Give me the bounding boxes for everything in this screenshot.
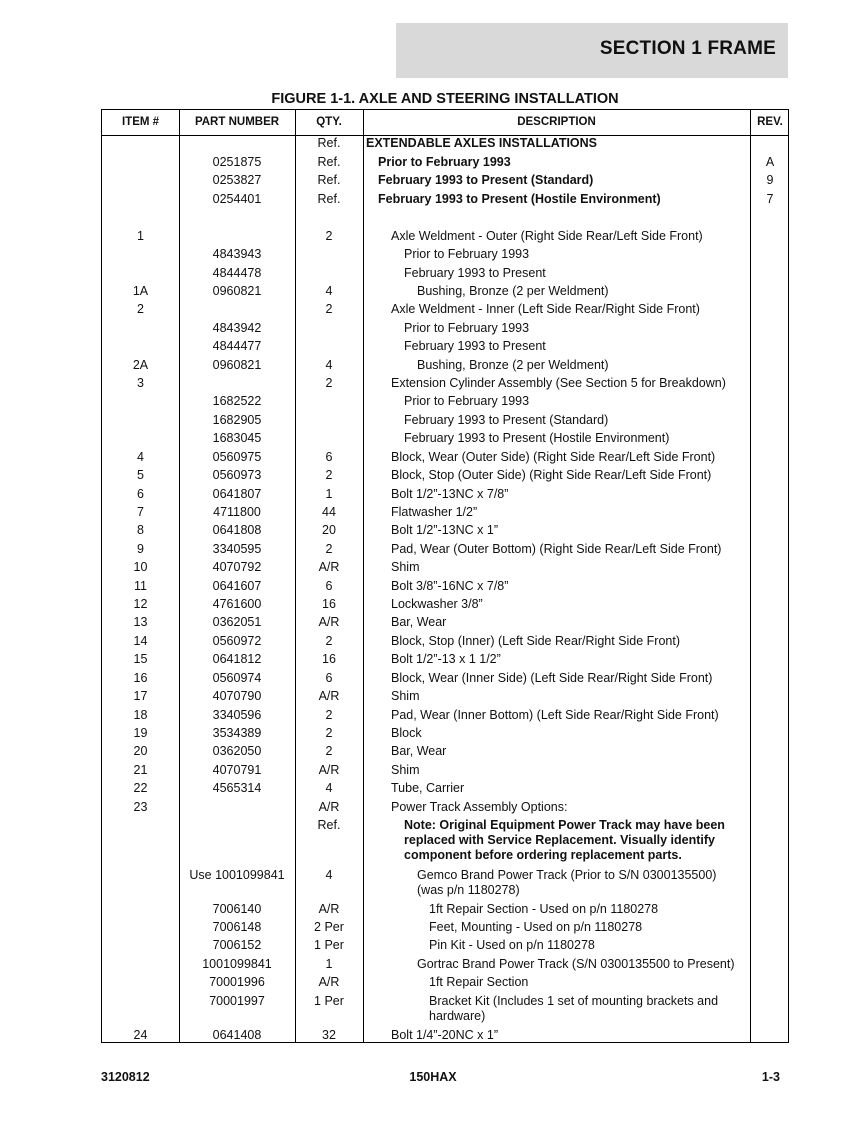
row-quantity: A/R [318, 800, 340, 814]
model-name: 150HAX [409, 1070, 457, 1084]
row-part-number: 0641807 [212, 487, 262, 501]
row-description: February 1993 to Present (Hostile Environment) [404, 431, 670, 445]
row-quantity: 1 [325, 487, 333, 501]
row-part-number: 1682522 [212, 394, 262, 408]
row-item-number: 16 [133, 671, 148, 685]
row-item-number: 19 [133, 726, 148, 740]
row-part-number: 0560972 [212, 634, 262, 648]
row-item-number: 21 [133, 763, 148, 777]
row-item-number: 22 [133, 781, 148, 795]
row-item-number: 4 [137, 450, 144, 464]
row-description: Bolt 1/4”-20NC x 1” [391, 1028, 498, 1042]
row-item-number: 10 [133, 560, 148, 574]
row-description: Pad, Wear (Outer Bottom) (Right Side Rear/Left Side Front) [391, 542, 722, 556]
section-title: SECTION 1 FRAME [599, 38, 776, 59]
row-quantity: 16 [322, 652, 336, 666]
row-part-number: 4844478 [212, 266, 262, 280]
row-description: Extension Cylinder Assembly (See Section 5 for Breakdown) [391, 376, 726, 390]
row-quantity: 6 [325, 450, 333, 464]
row-quantity: A/R [318, 763, 340, 777]
parts-table [101, 109, 789, 1043]
row-item-number: 18 [133, 708, 148, 722]
row-part-number: 0641607 [212, 579, 262, 593]
row-description: Pad, Wear (Inner Bottom) (Left Side Rear/Right Side Front) [391, 708, 719, 722]
row-part-number: 4843943 [212, 247, 262, 261]
section-banner [396, 23, 788, 78]
column-header-description: DESCRIPTION [517, 116, 596, 128]
row-description: 1ft Repair Section - Used on p/n 1180278 [429, 902, 659, 916]
row-part-number: 1682905 [212, 413, 262, 427]
row-description: Block [391, 726, 422, 740]
page-number: 1-3 [761, 1070, 780, 1084]
row-part-number: 7006140 [212, 902, 262, 916]
row-quantity: Ref. [317, 192, 341, 206]
row-description: Bolt 3/8”-16NC x 7/8” [391, 579, 509, 593]
row-description: Prior to February 1993 [378, 155, 511, 169]
row-description: Prior to February 1993 [404, 394, 530, 408]
row-description: Block, Stop (Outer Side) (Right Side Rear/Left Side Front) [391, 468, 712, 482]
row-part-number: 4070790 [212, 689, 262, 703]
row-quantity: 6 [325, 579, 333, 593]
column-header-part-number: PART NUMBER [194, 116, 280, 128]
row-quantity: 2 [325, 542, 333, 556]
doc-number: 3120812 [101, 1070, 150, 1084]
row-quantity: 16 [322, 597, 336, 611]
row-description: February 1993 to Present (Hostile Environment) [378, 192, 661, 206]
row-item-number: 15 [133, 652, 148, 666]
row-item-number: 1A [132, 284, 149, 298]
row-part-number: 0251875 [212, 155, 262, 169]
row-description: Gemco Brand Power Track (Prior to S/N 0300135500) (was p/n 1180278) [417, 868, 717, 897]
row-item-number: 2 [137, 302, 144, 316]
row-quantity: A/R [318, 689, 340, 703]
row-description: Block, Wear (Inner Side) (Left Side Rear/Right Side Front) [391, 671, 713, 685]
row-item-number: 1 [137, 229, 144, 243]
row-item-number: 24 [133, 1028, 148, 1042]
row-part-number: 3340596 [212, 708, 262, 722]
row-item-number: 7 [137, 505, 144, 519]
row-description: Bolt 1/2”-13NC x 7/8” [391, 487, 509, 501]
row-part-number: 4711800 [213, 505, 261, 519]
row-part-number: 0560973 [212, 468, 262, 482]
row-description: Block, Wear (Outer Side) (Right Side Rear/Left Side Front) [391, 450, 716, 464]
row-quantity: 1 Per [314, 938, 344, 952]
row-description: Bracket Kit (Includes 1 set of mounting brackets and hardware) [429, 994, 719, 1023]
row-description: Tube, Carrier [391, 781, 465, 795]
row-quantity: 1 [325, 957, 333, 971]
row-item-number: 3 [137, 376, 144, 390]
row-quantity: A/R [318, 560, 340, 574]
row-part-number: 3534389 [212, 726, 262, 740]
row-description: Lockwasher 3/8” [391, 597, 483, 611]
row-quantity: A/R [318, 902, 340, 916]
row-item-number: 13 [133, 615, 148, 629]
row-description: Gortrac Brand Power Track (S/N 0300135500 to Present) [417, 957, 735, 971]
row-description: Axle Weldment - Outer (Right Side Rear/Left Side Front) [391, 229, 703, 243]
row-revision: 7 [766, 192, 774, 206]
row-quantity: 2 Per [314, 920, 344, 934]
row-part-number: 4070791 [212, 763, 262, 777]
row-description: Bolt 1/2”-13 x 1 1/2” [391, 652, 501, 666]
column-header-qty: QTY. [316, 116, 342, 128]
row-description: Axle Weldment - Inner (Left Side Rear/Right Side Front) [391, 302, 700, 316]
row-description: Pin Kit - Used on p/n 1180278 [429, 938, 595, 952]
row-part-number: 4761600 [212, 597, 262, 611]
row-quantity: 4 [325, 868, 333, 882]
row-description: Note: Original Equipment Power Track may have been replaced with Service Replacement. Visually identify component before ordering replacement parts. [404, 818, 725, 862]
row-description: February 1993 to Present [404, 266, 546, 280]
row-item-number: 9 [137, 542, 144, 556]
row-item-number: 20 [133, 744, 148, 758]
row-quantity: 4 [325, 358, 333, 372]
row-description: February 1993 to Present (Standard) [404, 413, 609, 427]
row-description: Bar, Wear [391, 744, 447, 758]
column-divider [363, 110, 364, 1042]
row-item-number: 5 [137, 468, 144, 482]
row-item-number: 6 [137, 487, 144, 501]
row-part-number: 0960821 [212, 358, 262, 372]
row-description: 1ft Repair Section [429, 975, 529, 989]
column-header-item: ITEM # [121, 116, 160, 128]
row-quantity: Ref. [317, 173, 341, 187]
row-quantity: 32 [322, 1028, 336, 1042]
row-quantity: 44 [322, 505, 336, 519]
row-part-number: 1001099841 [202, 957, 272, 971]
row-item-number: 11 [134, 579, 147, 593]
row-quantity: 4 [325, 284, 333, 298]
column-divider [750, 110, 751, 1042]
row-description: Shim [391, 560, 420, 574]
row-quantity: 2 [325, 634, 333, 648]
row-revision: A [765, 155, 775, 169]
row-part-number: 0641808 [212, 523, 262, 537]
row-part-number: 70001997 [209, 994, 265, 1008]
row-description: EXTENDABLE AXLES INSTALLATIONS [366, 136, 598, 150]
row-quantity: A/R [318, 615, 340, 629]
row-description: February 1993 to Present [404, 339, 546, 353]
row-quantity: 20 [322, 523, 336, 537]
figure-title: FIGURE 1-1. AXLE AND STEERING INSTALLATION [271, 91, 619, 107]
row-part-number: 0362051 [212, 615, 262, 629]
row-description: Prior to February 1993 [404, 247, 530, 261]
row-part-number: 7006152 [212, 938, 262, 952]
row-quantity: 2 [325, 376, 333, 390]
row-quantity: Ref. [317, 818, 341, 832]
row-part-number: 0641812 [212, 652, 262, 666]
row-quantity: 1 Per [314, 994, 344, 1008]
row-part-number: Use 1001099841 [189, 868, 285, 882]
row-part-number: 4844477 [212, 339, 262, 353]
row-quantity: 2 [325, 726, 333, 740]
row-item-number: 14 [133, 634, 148, 648]
row-quantity: 2 [325, 302, 333, 316]
row-description: Flatwasher 1/2” [391, 505, 478, 519]
row-quantity: Ref. [317, 155, 341, 169]
row-description: Shim [391, 689, 420, 703]
row-description: Bushing, Bronze (2 per Weldment) [417, 358, 609, 372]
row-part-number: 7006148 [212, 920, 262, 934]
row-item-number: 17 [133, 689, 148, 703]
row-part-number: 4070792 [212, 560, 262, 574]
row-part-number: 4843942 [212, 321, 262, 335]
row-part-number: 0560974 [212, 671, 262, 685]
row-part-number: 70001996 [209, 975, 265, 989]
row-description: Prior to February 1993 [404, 321, 530, 335]
row-quantity: 6 [325, 671, 333, 685]
row-item-number: 12 [133, 597, 148, 611]
row-description: Bar, Wear [391, 615, 447, 629]
row-item-number: 2A [132, 358, 149, 372]
row-part-number: 0253827 [212, 173, 262, 187]
row-description: Shim [391, 763, 420, 777]
row-quantity: 4 [325, 781, 333, 795]
row-part-number: 0362050 [212, 744, 262, 758]
row-revision: 9 [766, 173, 774, 187]
column-header-rev: REV. [757, 116, 783, 128]
row-part-number: 0960821 [212, 284, 262, 298]
row-item-number: 8 [137, 523, 144, 537]
row-description: February 1993 to Present (Standard) [378, 173, 594, 187]
row-part-number: 4565314 [212, 781, 262, 795]
row-part-number: 0641408 [212, 1028, 262, 1042]
row-quantity: Ref. [317, 136, 341, 150]
row-description: Block, Stop (Inner) (Left Side Rear/Right Side Front) [391, 634, 681, 648]
row-description: Bolt 1/2”-13NC x 1” [391, 523, 498, 537]
row-quantity: 2 [325, 708, 333, 722]
row-part-number: 1683045 [212, 431, 262, 445]
row-part-number: 0560975 [212, 450, 262, 464]
row-description: Bushing, Bronze (2 per Weldment) [417, 284, 609, 298]
row-quantity: 2 [325, 229, 333, 243]
row-quantity: 2 [325, 468, 333, 482]
row-item-number: 23 [133, 800, 148, 814]
row-description: Power Track Assembly Options: [391, 800, 568, 814]
row-quantity: A/R [318, 975, 340, 989]
row-part-number: 3340595 [212, 542, 262, 556]
row-quantity: 2 [325, 744, 333, 758]
row-description: Feet, Mounting - Used on p/n 1180278 [429, 920, 643, 934]
row-part-number: 0254401 [212, 192, 262, 206]
